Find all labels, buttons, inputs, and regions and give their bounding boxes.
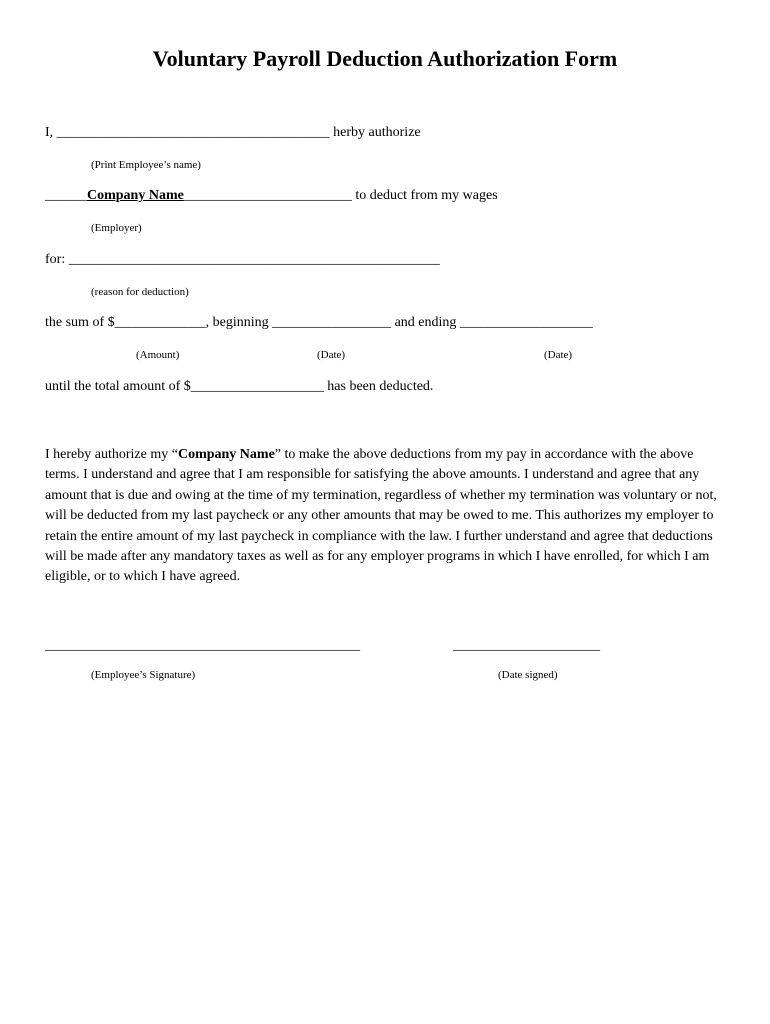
company-name-field: Company Name [87,188,184,203]
employee-name-line: I, _______________________________________ herby authorize [45,125,421,140]
paragraph-intro: I hereby authorize my “ [45,447,178,462]
paragraph-body: ” to make the above deductions from my pay in accordance with the above terms. I understand and agree that I am responsible for satisfying the above amounts. I understand and agree that any amount that is due and owing at the time of my termination, regardless of whether my termination was voluntary or not, will be deducted from my last paycheck or any other amounts that may be owed to me. This authorizes my employer to retain the entire amount of my last paycheck in compliance with the law. I further understand and agree that deductions will be made after any mandatory taxes as well as for any employer programs in which I have enrolled, for which I am eligible, or to which I have agreed. [45,447,717,585]
reason-caption: (reason for deduction) [91,286,189,298]
date-signed-line: _____________________ [453,638,600,653]
employer-line [45,188,498,204]
employer-lead-blank: ______ [45,188,87,203]
amount-caption: (Amount) [136,349,180,361]
end-date-caption: (Date) [544,349,573,361]
sum-line: the sum of $_____________, beginning _________________ and ending ___________________ [45,315,593,330]
paragraph-company-name: Company Name [177,447,275,462]
employee-name-caption: (Print Employee’s name) [91,159,201,171]
employer-caption: (Employer) [91,222,142,234]
total-amount-line: until the total amount of $___________________ has been deducted. [45,379,434,394]
signature-line: _____________________________________________ [45,638,360,653]
date-signed-caption: (Date signed) [498,669,558,681]
employer-trail-text: ________________________ to deduct from my wages [183,188,498,203]
form-title: Voluntary Payroll Deduction Authorization Form [152,46,618,71]
begin-date-caption: (Date) [317,349,346,361]
signature-caption: (Employee’s Signature) [91,669,196,681]
reason-line: for: _____________________________________________________ [45,252,440,267]
authorization-paragraph [45,445,725,588]
